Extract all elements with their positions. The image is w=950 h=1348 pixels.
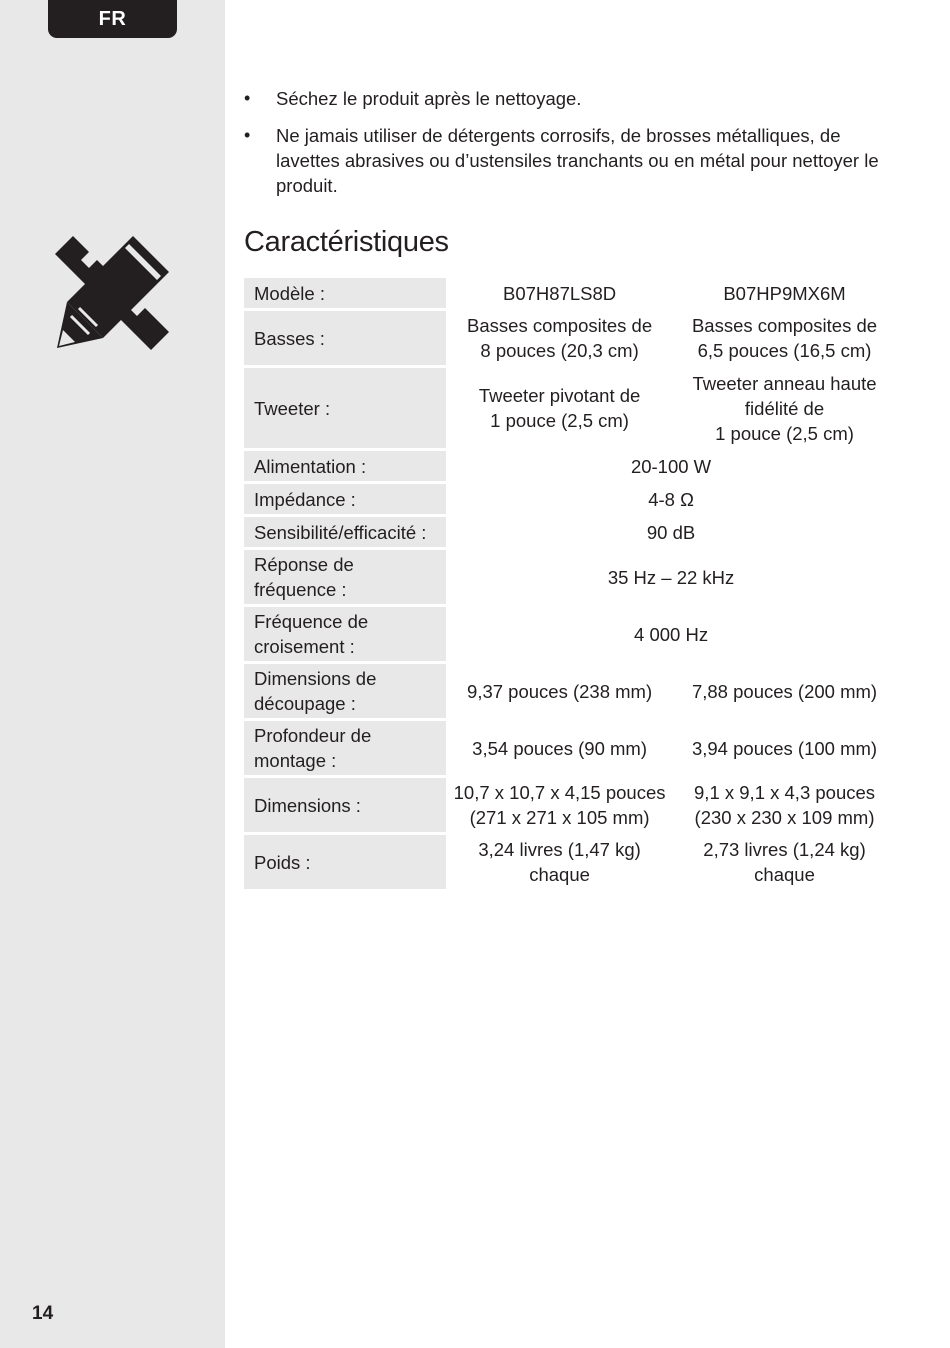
row-label <box>244 607 446 661</box>
label-line: Fréquence de <box>254 611 369 632</box>
cell-value <box>673 778 896 832</box>
cell-value: 7,88 pouces (200 mm) <box>691 680 878 702</box>
row-label: Poids : <box>244 835 446 889</box>
cell-line: 3,24 livres (1,47 kg) <box>478 839 641 860</box>
bullet-symbol: • <box>244 125 251 145</box>
cell-line: 1 pouce (2,5 cm) <box>490 410 629 431</box>
cell-value: 35 Hz – 22 kHz <box>607 566 735 588</box>
sidebar <box>0 0 225 1348</box>
cell-line: Basses composites de <box>467 315 653 336</box>
cell-line: chaque <box>754 864 815 885</box>
cell-value <box>446 778 673 832</box>
row-label <box>244 550 446 604</box>
label-line: montage : <box>254 750 337 771</box>
row-label: Dimensions : <box>244 778 446 832</box>
cell-line: Tweeter pivotant de <box>478 385 641 406</box>
cell-value: 20-100 W <box>630 455 712 477</box>
cell-line: (230 x 230 x 109 mm) <box>694 807 875 828</box>
table-row <box>244 607 896 661</box>
cell-line: chaque <box>529 864 590 885</box>
cell-value: 4 000 Hz <box>634 623 709 645</box>
section-title: Caractéristiques <box>244 226 449 258</box>
cell-line: Tweeter anneau haute <box>692 372 877 394</box>
label-line: fréquence : <box>254 579 347 600</box>
cell-line: 8 pouces (20,3 cm) <box>480 340 639 361</box>
cell-value <box>673 311 896 365</box>
table-row <box>244 835 896 889</box>
specifications-table <box>244 275 896 892</box>
cell-value <box>673 368 896 448</box>
row-label: Sensibilité/efficacité : <box>244 517 446 547</box>
page-number: 14 <box>32 1303 54 1324</box>
table-row <box>244 550 896 604</box>
language-tab: FR <box>48 0 177 38</box>
cell-value <box>673 835 896 889</box>
cell-value: B07H87LS8D <box>503 282 617 304</box>
label-line: Profondeur de <box>254 725 372 746</box>
label-line: Dimensions de <box>254 668 377 689</box>
table-row <box>244 311 896 365</box>
bullet-text: Ne jamais utiliser de détergents corrosifs, de brosses métalliques, de lavettes abrasives ou d’ustensiles tranchants ou en métal pour nettoyer le produit. <box>276 125 879 196</box>
cell-line: fidélité de <box>744 397 825 419</box>
cell-line: (271 x 271 x 105 mm) <box>469 807 650 828</box>
bullet-text: Séchez le produit après le nettoyage. <box>276 88 582 109</box>
cell-line: 2,73 livres (1,24 kg) <box>703 839 866 860</box>
cell-line: Basses composites de <box>691 315 878 336</box>
table-row <box>244 664 896 718</box>
table-row <box>244 451 896 481</box>
row-label: Modèle : <box>244 278 446 308</box>
cell-value: 3,94 pouces (100 mm) <box>691 737 878 759</box>
cleaning-instructions <box>244 86 884 210</box>
bullet-symbol: • <box>244 88 251 108</box>
row-label <box>244 664 446 718</box>
row-label: Impédance : <box>244 484 446 514</box>
cell-value <box>446 311 673 365</box>
cell-value: 3,54 pouces (90 mm) <box>472 737 647 759</box>
cell-value: 4-8 Ω <box>648 488 694 510</box>
table-row <box>244 778 896 832</box>
cell-value: B07HP9MX6M <box>723 282 846 304</box>
cell-line: 9,1 x 9,1 x 4,3 pouces <box>694 782 876 803</box>
table-row <box>244 517 896 547</box>
row-label: Basses : <box>244 311 446 365</box>
label-line: découpage : <box>254 693 356 714</box>
cell-value <box>446 368 673 448</box>
label-line: Réponse de <box>254 554 354 575</box>
table-row <box>244 721 896 775</box>
cell-line: 1 pouce (2,5 cm) <box>715 422 854 444</box>
label-line: croisement : <box>254 636 355 657</box>
row-label <box>244 721 446 775</box>
pencil-ruler-icon <box>53 232 173 352</box>
cell-value: 9,37 pouces (238 mm) <box>467 680 653 702</box>
cell-line: 6,5 pouces (16,5 cm) <box>697 340 872 361</box>
cell-value: 90 dB <box>646 521 696 543</box>
table-row <box>244 278 896 308</box>
list-item <box>244 123 884 198</box>
list-item <box>244 86 884 111</box>
row-label: Alimentation : <box>244 451 446 481</box>
row-label: Tweeter : <box>244 368 446 448</box>
table-row <box>244 484 896 514</box>
cell-value <box>446 835 673 889</box>
cell-line: 10,7 x 10,7 x 4,15 pouces <box>453 782 666 803</box>
table-row <box>244 368 896 448</box>
